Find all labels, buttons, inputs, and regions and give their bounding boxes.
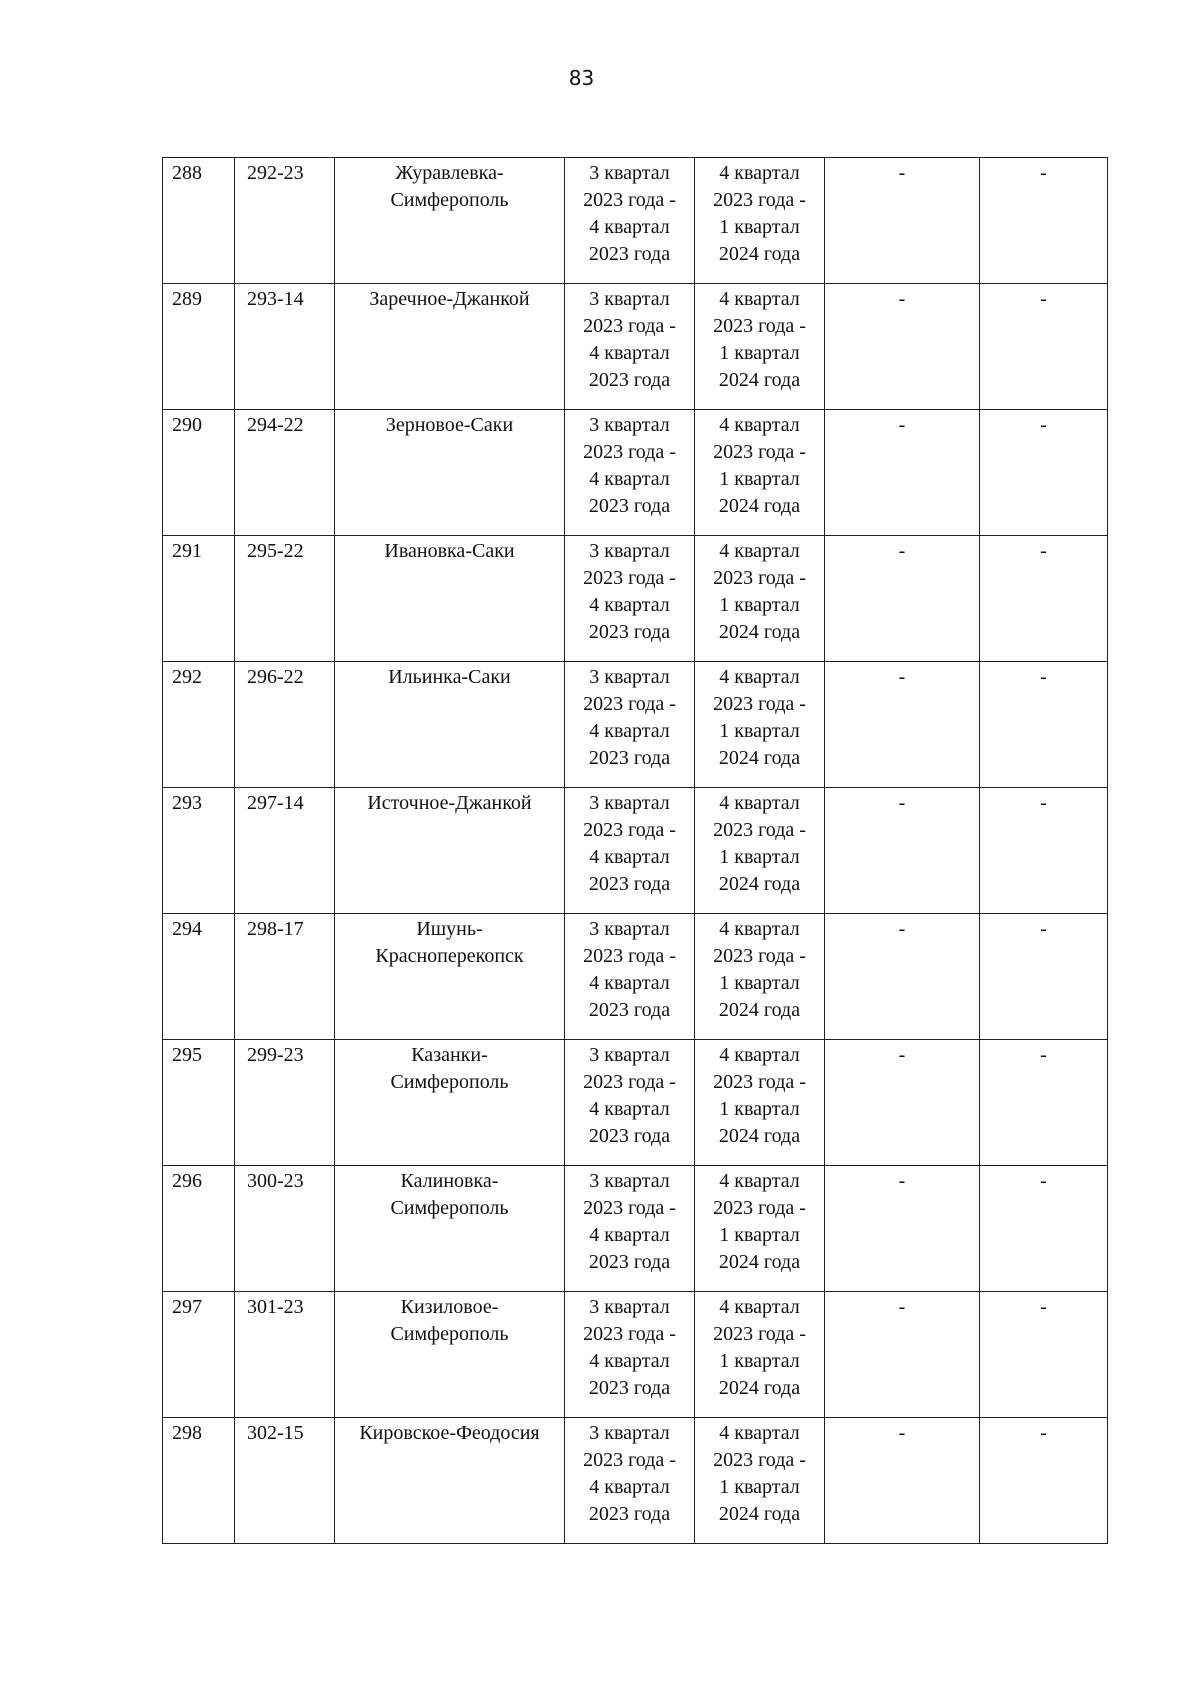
route-code-cell <box>235 1040 335 1166</box>
start-period-line: 2023 года - <box>583 441 676 463</box>
col6-text: - <box>898 792 906 814</box>
route-name-line: Красноперекопск <box>375 945 524 967</box>
table-row <box>163 536 1108 662</box>
start-period-cell <box>565 1292 695 1418</box>
start-period-line: 2023 года <box>588 1125 671 1147</box>
col6-text: - <box>898 162 906 184</box>
end-period-line: 4 квартал <box>719 1296 800 1318</box>
end-period-cell <box>695 662 825 788</box>
start-period-line: 2023 года <box>588 621 671 643</box>
code-text: 294-22 <box>247 414 304 436</box>
start-period-cell <box>565 662 695 788</box>
end-period-line: 1 квартал <box>719 1350 800 1372</box>
end-period-line: 2023 года - <box>713 189 806 211</box>
end-period-line: 2024 года <box>718 747 801 769</box>
code-text: 301-23 <box>247 1296 304 1318</box>
start-period-line: 2023 года - <box>583 945 676 967</box>
end-period-line: 2023 года - <box>713 441 806 463</box>
route-code-cell <box>235 1166 335 1292</box>
route-name-line: Ильинка-Саки <box>388 666 511 688</box>
route-name-line: Кировское-Феодосия <box>359 1422 540 1444</box>
row-number-cell <box>163 1166 235 1292</box>
row-number-cell <box>163 410 235 536</box>
route-code-cell <box>235 662 335 788</box>
end-period-cell <box>695 1418 825 1544</box>
end-period-line: 4 квартал <box>719 540 800 562</box>
table-row <box>163 1040 1108 1166</box>
start-period-cell <box>565 284 695 410</box>
column-6-cell <box>825 1166 980 1292</box>
route-name-line: Журавлевка- <box>395 162 504 184</box>
route-name-line: Калиновка- <box>400 1170 499 1192</box>
end-period-line: 2023 года - <box>713 1071 806 1093</box>
column-6-cell <box>825 662 980 788</box>
column-7-cell <box>980 1292 1108 1418</box>
end-period-line: 1 квартал <box>719 720 800 742</box>
col6-text: - <box>898 540 906 562</box>
column-6-cell <box>825 914 980 1040</box>
column-6-cell <box>825 158 980 284</box>
start-period-line: 3 квартал <box>589 1044 670 1066</box>
table-row <box>163 284 1108 410</box>
start-period-line: 2023 года - <box>583 819 676 841</box>
route-name-line: Симферополь <box>390 1197 509 1219</box>
route-name-line: Кизиловое- <box>400 1296 499 1318</box>
column-7-cell <box>980 788 1108 914</box>
routes-table-body <box>163 158 1108 1544</box>
start-period-line: 2023 года - <box>583 693 676 715</box>
end-period-line: 4 квартал <box>719 288 800 310</box>
end-period-line: 2024 года <box>718 495 801 517</box>
start-period-line: 2023 года <box>588 243 671 265</box>
start-period-line: 4 квартал <box>589 1476 670 1498</box>
start-period-line: 4 квартал <box>589 594 670 616</box>
end-period-line: 1 квартал <box>719 216 800 238</box>
table-row <box>163 662 1108 788</box>
col6-text: - <box>898 288 906 310</box>
start-period-line: 2023 года <box>588 873 671 895</box>
col7-text: - <box>1040 666 1047 688</box>
page-number: 83 <box>568 66 595 90</box>
row-number-cell <box>163 788 235 914</box>
end-period-line: 4 квартал <box>719 666 800 688</box>
table-row <box>163 1166 1108 1292</box>
start-period-cell <box>565 536 695 662</box>
start-period-line: 3 квартал <box>589 1170 670 1192</box>
end-period-cell <box>695 788 825 914</box>
end-period-cell <box>695 1040 825 1166</box>
code-text: 300-23 <box>247 1170 304 1192</box>
route-name-cell <box>335 788 565 914</box>
routes-table <box>162 157 1108 1544</box>
route-name-cell <box>335 1292 565 1418</box>
start-period-line: 4 квартал <box>589 1098 670 1120</box>
num-text: 291 <box>172 540 202 562</box>
start-period-line: 2023 года - <box>583 189 676 211</box>
num-text: 290 <box>172 414 202 436</box>
route-code-cell <box>235 158 335 284</box>
col7-text: - <box>1040 162 1047 184</box>
route-name-line: Симферополь <box>390 1323 509 1345</box>
start-period-line: 3 квартал <box>589 666 670 688</box>
end-period-line: 1 квартал <box>719 468 800 490</box>
start-period-line: 4 квартал <box>589 1350 670 1372</box>
table-row <box>163 158 1108 284</box>
end-period-line: 1 квартал <box>719 594 800 616</box>
row-number-cell <box>163 1418 235 1544</box>
end-period-line: 2023 года - <box>713 945 806 967</box>
column-7-cell <box>980 1418 1108 1544</box>
start-period-line: 3 квартал <box>589 288 670 310</box>
route-name-cell <box>335 1418 565 1544</box>
row-number-cell <box>163 1292 235 1418</box>
end-period-line: 2024 года <box>718 999 801 1021</box>
end-period-line: 2023 года - <box>713 693 806 715</box>
route-name-line: Казанки- <box>411 1044 488 1066</box>
row-number-cell <box>163 914 235 1040</box>
code-text: 295-22 <box>247 540 304 562</box>
end-period-line: 1 квартал <box>719 1476 800 1498</box>
code-text: 293-14 <box>247 288 304 310</box>
start-period-cell <box>565 410 695 536</box>
end-period-line: 2024 года <box>718 621 801 643</box>
column-6-cell <box>825 1292 980 1418</box>
start-period-line: 4 квартал <box>589 972 670 994</box>
row-number-cell <box>163 536 235 662</box>
route-name-cell <box>335 662 565 788</box>
end-period-line: 4 квартал <box>719 1044 800 1066</box>
col6-text: - <box>898 918 906 940</box>
start-period-line: 2023 года <box>588 495 671 517</box>
column-6-cell <box>825 410 980 536</box>
start-period-line: 2023 года <box>588 369 671 391</box>
start-period-line: 3 квартал <box>589 1296 670 1318</box>
start-period-line: 4 квартал <box>589 342 670 364</box>
column-6-cell <box>825 1040 980 1166</box>
route-code-cell <box>235 536 335 662</box>
column-7-cell <box>980 284 1108 410</box>
col7-text: - <box>1040 792 1047 814</box>
col6-text: - <box>898 1296 906 1318</box>
num-text: 293 <box>172 792 202 814</box>
column-7-cell <box>980 158 1108 284</box>
column-6-cell <box>825 1418 980 1544</box>
end-period-line: 2023 года - <box>713 819 806 841</box>
column-6-cell <box>825 284 980 410</box>
end-period-line: 4 квартал <box>719 1170 800 1192</box>
num-text: 289 <box>172 288 202 310</box>
end-period-cell <box>695 536 825 662</box>
table-row <box>163 788 1108 914</box>
code-text: 302-15 <box>247 1422 304 1444</box>
end-period-line: 2023 года - <box>713 1449 806 1471</box>
route-code-cell <box>235 788 335 914</box>
start-period-cell <box>565 1166 695 1292</box>
start-period-line: 4 квартал <box>589 846 670 868</box>
column-7-cell <box>980 536 1108 662</box>
route-name-cell <box>335 1166 565 1292</box>
start-period-cell <box>565 1418 695 1544</box>
start-period-line: 4 квартал <box>589 720 670 742</box>
table-row <box>163 1292 1108 1418</box>
row-number-cell <box>163 1040 235 1166</box>
start-period-line: 2023 года - <box>583 1449 676 1471</box>
code-text: 298-17 <box>247 918 304 940</box>
route-name-line: Источное-Джанкой <box>367 792 532 814</box>
route-name-cell <box>335 410 565 536</box>
end-period-line: 2023 года - <box>713 1323 806 1345</box>
col6-text: - <box>898 1170 906 1192</box>
route-code-cell <box>235 914 335 1040</box>
num-text: 288 <box>172 162 202 184</box>
table-row <box>163 1418 1108 1544</box>
code-text: 296-22 <box>247 666 304 688</box>
start-period-line: 4 квартал <box>589 1224 670 1246</box>
code-text: 299-23 <box>247 1044 304 1066</box>
route-code-cell <box>235 1418 335 1544</box>
start-period-cell <box>565 1040 695 1166</box>
table-row <box>163 914 1108 1040</box>
end-period-line: 2024 года <box>718 1503 801 1525</box>
end-period-line: 2024 года <box>718 1251 801 1273</box>
column-6-cell <box>825 788 980 914</box>
col7-text: - <box>1040 1296 1047 1318</box>
route-name-cell <box>335 158 565 284</box>
num-text: 297 <box>172 1296 202 1318</box>
route-code-cell <box>235 410 335 536</box>
route-name-line: Симферополь <box>390 189 509 211</box>
column-7-cell <box>980 662 1108 788</box>
start-period-line: 3 квартал <box>589 1422 670 1444</box>
end-period-line: 2024 года <box>718 369 801 391</box>
route-code-cell <box>235 284 335 410</box>
num-text: 294 <box>172 918 202 940</box>
row-number-cell <box>163 284 235 410</box>
start-period-line: 2023 года - <box>583 1323 676 1345</box>
col6-text: - <box>898 1044 906 1066</box>
start-period-line: 2023 года <box>588 1377 671 1399</box>
start-period-line: 2023 года <box>588 999 671 1021</box>
end-period-line: 1 квартал <box>719 972 800 994</box>
end-period-line: 1 квартал <box>719 1224 800 1246</box>
col7-text: - <box>1040 1044 1047 1066</box>
col7-text: - <box>1040 1170 1047 1192</box>
col6-text: - <box>898 666 906 688</box>
column-7-cell <box>980 914 1108 1040</box>
col7-text: - <box>1040 288 1047 310</box>
start-period-line: 3 квартал <box>589 162 670 184</box>
route-code-cell <box>235 1292 335 1418</box>
start-period-line: 2023 года - <box>583 1197 676 1219</box>
start-period-line: 2023 года - <box>583 315 676 337</box>
route-name-cell <box>335 1040 565 1166</box>
table-row <box>163 410 1108 536</box>
end-period-line: 4 квартал <box>719 414 800 436</box>
end-period-line: 2024 года <box>718 243 801 265</box>
route-name-cell <box>335 284 565 410</box>
start-period-line: 2023 года - <box>583 1071 676 1093</box>
column-7-cell <box>980 1166 1108 1292</box>
end-period-line: 4 квартал <box>719 792 800 814</box>
end-period-line: 2024 года <box>718 1377 801 1399</box>
end-period-line: 4 квартал <box>719 1422 800 1444</box>
end-period-cell <box>695 410 825 536</box>
start-period-line: 2023 года <box>588 747 671 769</box>
start-period-cell <box>565 158 695 284</box>
start-period-line: 2023 года - <box>583 567 676 589</box>
end-period-line: 4 квартал <box>719 162 800 184</box>
col7-text: - <box>1040 1422 1047 1444</box>
num-text: 292 <box>172 666 202 688</box>
end-period-line: 1 квартал <box>719 1098 800 1120</box>
col6-text: - <box>898 414 906 436</box>
end-period-cell <box>695 1166 825 1292</box>
column-7-cell <box>980 1040 1108 1166</box>
end-period-line: 1 квартал <box>719 342 800 364</box>
row-number-cell <box>163 662 235 788</box>
start-period-line: 2023 года <box>588 1503 671 1525</box>
end-period-line: 2023 года - <box>713 315 806 337</box>
end-period-line: 2023 года - <box>713 567 806 589</box>
start-period-line: 4 квартал <box>589 216 670 238</box>
start-period-line: 3 квартал <box>589 540 670 562</box>
end-period-line: 1 квартал <box>719 846 800 868</box>
route-name-line: Ивановка-Саки <box>384 540 515 562</box>
column-7-cell <box>980 410 1108 536</box>
start-period-line: 3 квартал <box>589 792 670 814</box>
start-period-cell <box>565 788 695 914</box>
end-period-line: 2024 года <box>718 873 801 895</box>
col7-text: - <box>1040 414 1047 436</box>
route-name-cell <box>335 536 565 662</box>
route-name-line: Зерновое-Саки <box>385 414 514 436</box>
end-period-line: 2023 года - <box>713 1197 806 1219</box>
col6-text: - <box>898 1422 906 1444</box>
num-text: 296 <box>172 1170 202 1192</box>
end-period-cell <box>695 284 825 410</box>
route-name-line: Заречное-Джанкой <box>369 288 530 310</box>
code-text: 292-23 <box>247 162 304 184</box>
end-period-line: 2024 года <box>718 1125 801 1147</box>
code-text: 297-14 <box>247 792 304 814</box>
num-text: 298 <box>172 1422 202 1444</box>
start-period-line: 3 квартал <box>589 414 670 436</box>
start-period-line: 4 квартал <box>589 468 670 490</box>
column-6-cell <box>825 536 980 662</box>
col7-text: - <box>1040 540 1047 562</box>
start-period-line: 3 квартал <box>589 918 670 940</box>
num-text: 295 <box>172 1044 202 1066</box>
end-period-cell <box>695 158 825 284</box>
col7-text: - <box>1040 918 1047 940</box>
end-period-cell <box>695 1292 825 1418</box>
route-name-line: Ишунь- <box>416 918 483 940</box>
start-period-cell <box>565 914 695 1040</box>
start-period-line: 2023 года <box>588 1251 671 1273</box>
route-name-cell <box>335 914 565 1040</box>
row-number-cell <box>163 158 235 284</box>
route-name-line: Симферополь <box>390 1071 509 1093</box>
end-period-line: 4 квартал <box>719 918 800 940</box>
end-period-cell <box>695 914 825 1040</box>
